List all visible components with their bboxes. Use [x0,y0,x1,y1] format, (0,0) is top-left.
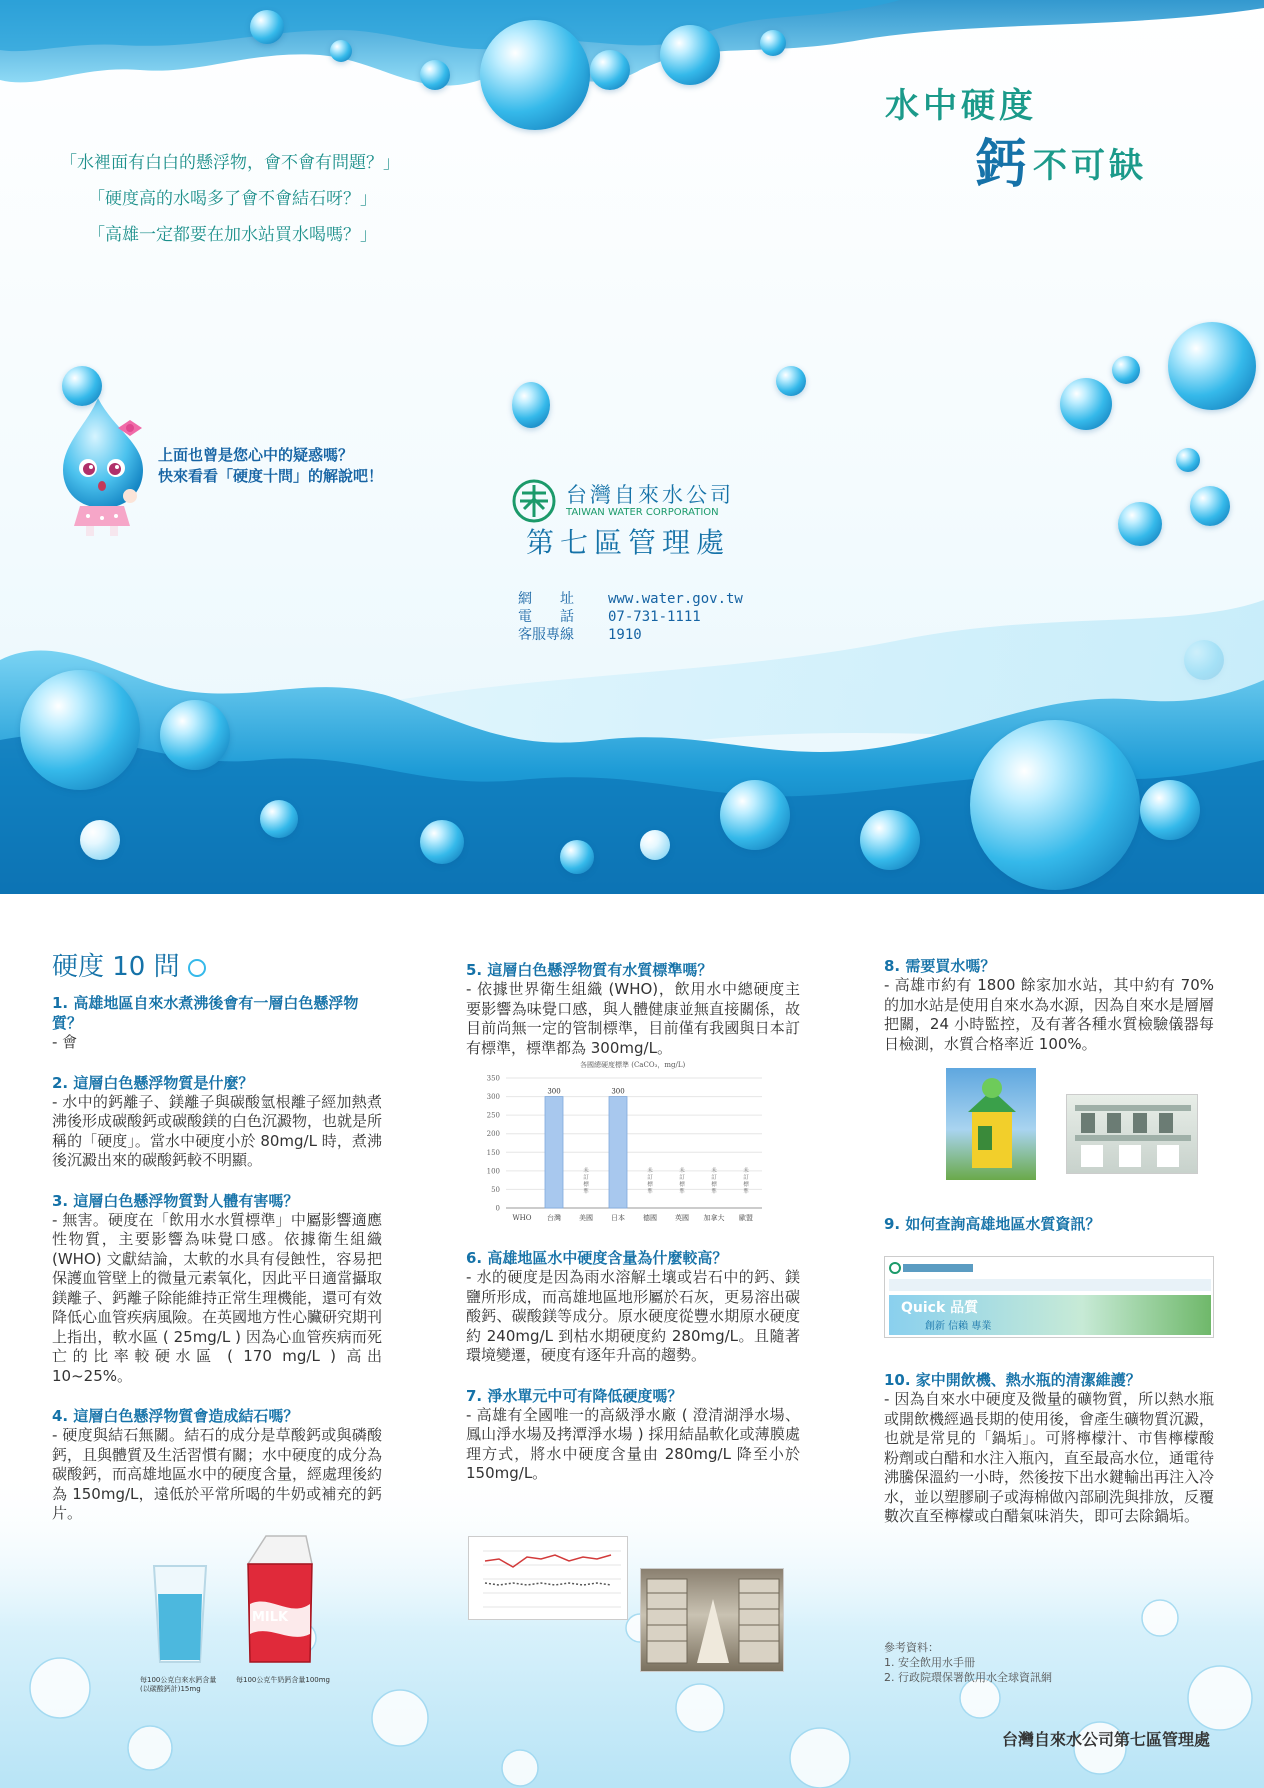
chart-x-tick-label: 英國 [675,1214,689,1222]
chart-y-tick-label: 100 [486,1167,500,1176]
chart-x-tick-label: 美國 [579,1214,593,1222]
chart-no-standard-label [647,1166,653,1195]
reference-item: 1. 安全飲用水手冊 [884,1656,975,1669]
water-bubble [1140,780,1200,840]
mascot-text-line1: 上面也曾是您心中的疑惑嗎？ [158,446,354,464]
faq-question-4: 4. 這層白色懸浮物質會造成結石嗎？ [52,1407,299,1425]
cover-quote: 「高雄一定都要在加水站買水喝嗎？」 [88,225,377,245]
faq-answer-7: - 高雄有全國唯一的高級淨水廠 ( 澄清湖淨水場、鳳山淨水場及拷潭淨水場 ) 採用結晶軟化或薄膜處理方式，將水中硬度含量由 280mg/L 降至小於 150mg/L。 [466,1405,800,1482]
water-bubble [590,50,630,90]
contact-value: www.water.gov.tw [608,591,743,607]
faq-question-3: 3. 這層白色懸浮物質對人體有害嗎？ [52,1191,299,1210]
milk-carton-icon [240,1534,316,1664]
water-bubble [660,25,720,85]
faq-column-2 [466,960,800,1504]
headline-calcium-char: 鈣 [975,135,1028,195]
faq-answer-6: - 水的硬度是因為雨水溶解土壤或岩石中的鈣、鎂鹽所形成，而高雄地區地形屬於石灰，更易溶出碳酸鈣、碳酸鎂等成分。原水硬度從豐水期原水硬度約 240mg/L 到枯水期硬度約 280mg/L。且隨著環境變遷，硬度有逐年升高的趨勢。 [466,1268,800,1364]
water-bubble [640,830,670,860]
chart-x-tick-label: WHO [512,1214,532,1222]
chart-no-standard-char: 未 [647,1168,653,1174]
water-bubble [1060,378,1112,430]
chart-no-standard-char: 訂 [647,1175,653,1181]
faq-column-3b [884,1214,1214,1234]
section-title-text: 硬度 10 問 [52,952,180,982]
water-bubble [776,366,806,396]
water-bubble [160,700,230,770]
contact-value: 07-731-1111 [608,609,701,625]
water-calcium-caption-line2: (以碳酸鈣計)15mg [140,1685,201,1693]
chart-y-tick-label: 50 [491,1185,500,1194]
faq-answer-3: - 無害。硬度在「飲用水水質標準」中屬影響適應性物質，主要影響為味覺口感。依據衛生組織 (WHO) 文獻結論，太軟的水具有侵蝕性，容易把保護血管壁上的微量元素氧化，因此平日適當攝取鎂離子、鈣離子除能維持正常生理機能，還可有效降低心血管疾病風險。在英國地方性心臟研究期刊上指出，軟水區 ( 25mg/L ) 因為心血管疾病而死亡的比率較硬水區 ( 170 mg/L ) 高出 10~25%。 [52,1210,383,1385]
faq-column-3 [884,956,1214,1074]
water-bubble [512,382,550,428]
faq-question-10: 10. 家中開飲機、熱水瓶的清潔維護？ [884,1371,1141,1389]
chart-x-tick-label: 台灣 [547,1214,561,1222]
chart-no-standard-char: 準 [647,1189,653,1195]
water-station-photo [946,1068,1036,1180]
chart-no-standard-char: 標 [679,1182,685,1188]
footer-organization: 台灣自來水公司第七區管理處 [1001,1730,1210,1749]
taiwan-water-logo [512,477,752,557]
water-bubble [80,820,120,860]
chart-bar [609,1097,627,1208]
mascot-text-line2: 快來看看「硬度十問」的解說吧！ [158,467,384,485]
chart-no-standard-char: 標 [743,1182,749,1188]
reference-item: 2. 行政院環保署飲用水全球資訊網 [884,1671,1052,1684]
membrane-plant-photo [640,1568,784,1672]
chart-no-standard-char: 訂 [711,1175,717,1181]
faq-answer-2: - 水中的鈣離子、鎂離子與碳酸氫根離子經加熱煮沸後形成碳酸鈣或碳酸鎂的白色沉澱物，也就是所稱的「硬度」。當水中硬度小於 80mg/L 時，煮沸後沉澱出來的碳酸鈣較不明顯。 [52,1092,383,1169]
milk-calcium-caption: 每100公克牛奶鈣含量100mg [236,1676,330,1684]
website-header-logo-icon [889,1261,979,1275]
chart-y-tick-label: 0 [495,1204,500,1213]
water-bubble [1168,322,1256,410]
faq-answer-5: - 依據世界衛生組織 (WHO)，飲用水中總硬度主要影響為味覺口感，與人體健康並無直接關係，故目前尚無一定的管制標準，目前僅有我國與日本訂有標準，標準都為 300mg/L。 [466,980,800,1057]
section-title [52,946,382,983]
contact-label: 網 址 [518,591,574,607]
chart-no-standard-label [743,1166,749,1195]
faq-question-9: 9. 如何查詢高雄地區水質資訊？ [884,1215,1101,1233]
faq-answer-1: - 會 [52,1033,78,1051]
water-bubble [330,40,352,62]
headline-rest: 不可缺 [1033,146,1147,186]
chart-no-standard-char: 標 [583,1182,589,1188]
website-quick-label: Quick 品質 [901,1300,979,1316]
logo-english-name: TAIWAN WATER CORPORATION [566,507,719,518]
contact-label: 電 話 [518,609,574,625]
chart-x-tick-label: 德國 [643,1214,657,1222]
water-bubble [720,780,790,850]
faq-question-5: 5. 這層白色懸浮物質有水質標準嗎？ [466,961,713,979]
chart-no-standard-char: 標 [711,1182,717,1188]
chart-no-standard-char: 訂 [743,1175,749,1181]
contact-label: 客服專線 [518,627,574,643]
chart-no-standard-char: 準 [583,1189,589,1195]
chart-no-standard-label [583,1166,589,1195]
chart-y-tick-label: 150 [486,1148,500,1157]
water-bubble [1176,448,1200,472]
cover-quote: 「硬度高的水喝多了會不會結石呀？」 [88,189,377,209]
faq-question-1: 1. 高雄地區自來水煮沸後會有一層白色懸浮物質？ [52,994,359,1032]
water-bubble [1190,486,1230,526]
chart-x-tick-label: 加拿大 [703,1214,725,1222]
faq-question-7: 7. 淨水單元中可有降低硬度嗎？ [466,1386,683,1405]
chart-bar-label: 300 [547,1087,561,1096]
water-bubble [860,810,920,870]
hardness-chart-svg [470,1064,770,1228]
chart-x-tick-label: 歐盟 [739,1214,753,1222]
faq-question-6: 6. 高雄地區水中硬度含量為什麼較高？ [466,1249,728,1267]
water-bubble [420,820,464,864]
water-bubble [560,840,594,874]
contact-value: 1910 [608,627,642,643]
chart-no-standard-char: 未 [679,1168,685,1174]
water-bubble [260,800,298,838]
chart-y-tick-label: 350 [486,1074,500,1083]
taiwan-water-emblem-icon [512,479,556,523]
chart-no-standard-char: 未 [583,1168,589,1174]
chart-title: 各國總硬度標準 (CaCO₃，mg/L) [580,1061,686,1069]
hardness-trend-chart-thumbnail [468,1536,628,1620]
chart-no-standard-label [711,1166,717,1195]
water-calcium-caption [140,1676,216,1694]
cover-headline [885,78,1225,195]
chart-no-standard-char: 訂 [583,1175,589,1181]
water-vs-milk-illustration [140,1534,370,1754]
water-station-kiosk-icon [946,1068,1036,1180]
hardness-trend-line-icon [469,1537,628,1620]
water-bubble [760,30,786,56]
chart-y-tick-label: 250 [486,1111,500,1120]
faq-question-2: 2. 這層白色懸浮物質是什麼？ [52,1073,254,1092]
water-bubble [20,670,140,790]
faq-panel [0,894,1264,1788]
chart-bar [545,1097,563,1208]
chart-y-tick-label: 300 [486,1093,500,1102]
water-glass-icon [152,1564,208,1664]
water-bubble [1118,502,1162,546]
water-calcium-caption-line1: 每100公克白來水鈣含量 [140,1676,217,1684]
chart-no-standard-char: 準 [743,1189,749,1195]
chart-no-standard-char: 未 [743,1168,749,1174]
logo-district-name: 第七區管理處 [526,526,731,559]
headline-line1: 水中硬度 [885,86,1037,126]
logo-company-name: 台灣自來水公司 [566,483,734,507]
faq-answer-10: - 因為自來水中硬度及微量的礦物質，所以熱水瓶或開飲機經過長期的使用後，會產生礦物質沉澱，也就是常見的「鍋垢」。可將檸檬汁、市售檸檬酸粉劑或白醋和水注入瓶內，直至最高水位，通電待沸騰保溫約一小時，然後按下出水鍵輸出再注入冷水，並以塑膠刷子或海棉做內部刷洗與排放，反覆數次直至檸檬或白醋氣味消失，即可去除鍋垢。 [884,1390,1215,1525]
membrane-racks-icon [641,1569,784,1672]
faq-answer-8: - 高雄市約有 1800 餘家加水站，其中約有 70% 的加水站是使用自來水為水源，因為自來水是層層把關，24 小時監控，及有著各種水質檢驗儀器每日檢測，水質合格率近 100%。 [884,976,1215,1053]
chart-no-standard-char: 準 [711,1189,717,1195]
faq-column-1 [52,946,382,1544]
cover-quote: 「水裡面有白白的懸浮物，會不會有問題？」 [60,153,400,173]
hardness-standard-chart [470,1061,770,1228]
chart-no-standard-char: 標 [647,1182,653,1188]
chart-y-tick-label: 200 [486,1130,500,1139]
water-drop-mascot [58,398,158,538]
water-drop-icon [188,959,206,977]
chart-x-tick-label: 日本 [611,1214,625,1222]
website-nav-bar [889,1279,1211,1291]
water-quality-website-screenshot [884,1256,1214,1338]
chart-no-standard-label [679,1166,685,1195]
chart-no-standard-char: 未 [711,1168,717,1174]
mascot-speech [158,445,383,487]
faq-answer-4: - 硬度與結石無關。結石的成分是草酸鈣或與磷酸鈣，且與體質及生活習慣有關；水中硬度的成分為碳酸鈣，而高雄地區水中的硬度含量，經處理後約為 150mg/L，遠低於平常所喝的牛奶或補充的鈣片。 [52,1426,383,1522]
water-bubble [970,720,1140,890]
water-bubble [1112,356,1140,384]
water-bubble [480,20,590,130]
chart-no-standard-char: 準 [679,1189,685,1195]
water-bubble [250,10,284,44]
lab-instruments-icon [1067,1095,1198,1174]
faq-question-8: 8. 需要買水嗎？ [884,957,996,975]
references [884,1640,1052,1685]
water-lab-photo [1066,1094,1198,1174]
references-title: 參考資料： [884,1641,939,1654]
milk-label: MILK [252,1610,289,1625]
water-bubble [62,366,102,406]
chart-bars [512,1088,753,1222]
water-bubble [420,60,450,90]
faq-column-3c [884,1370,1214,1547]
website-sub-label: 創新 信賴 專業 [925,1321,992,1332]
chart-no-standard-char: 訂 [679,1175,685,1181]
chart-bar-label: 300 [611,1087,625,1096]
